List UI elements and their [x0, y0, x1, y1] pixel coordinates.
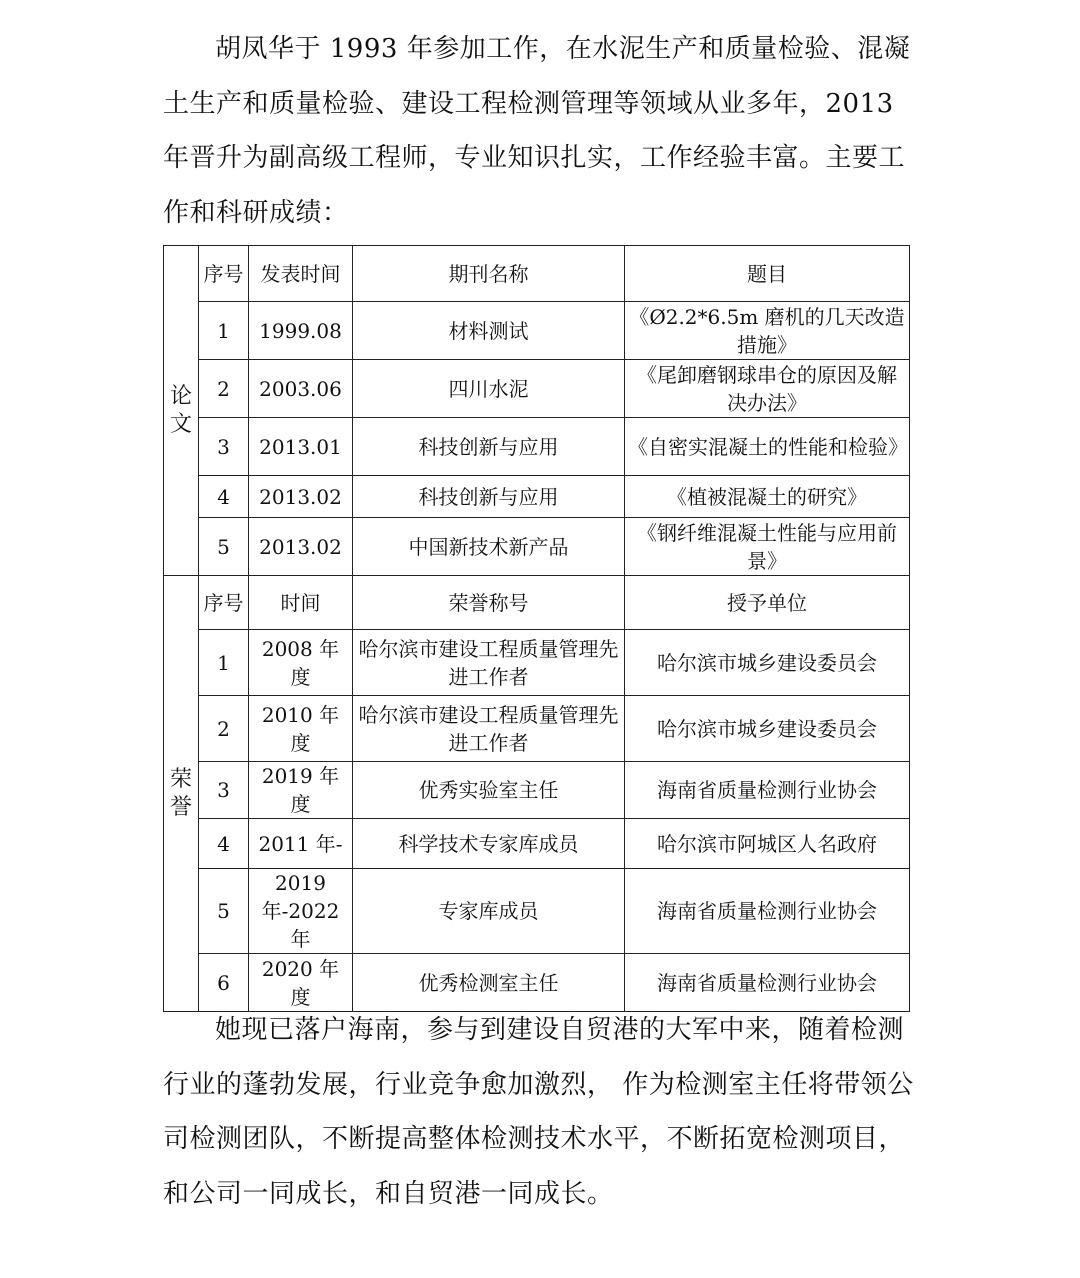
honor-issuer: 海南省质量检测行业协会: [625, 869, 910, 954]
header-journal: 期刊名称: [353, 246, 625, 302]
table-row: [164, 302, 910, 360]
paper-date: 1999.08: [249, 302, 353, 360]
honor-issuer: 哈尔滨市城乡建设委员会: [625, 696, 910, 762]
papers-section-label: 论 文: [164, 246, 199, 576]
paper-journal: 科技创新与应用: [353, 418, 625, 476]
table-row: [164, 869, 910, 954]
paper-title: 《自密实混凝土的性能和检验》: [625, 418, 910, 476]
honor-name: 优秀实验室主任: [353, 762, 625, 819]
intro-paragraph: 胡凤华于 1993 年参加工作，在水泥生产和质量检验、混凝土生产和质量检验、建设工程检测管理等领域从业多年，2013 年晋升为副高级工程师，专业知识扎实，工作经验丰富。主要工作和科研成绩：: [163, 34, 911, 228]
table-row: [164, 762, 910, 819]
header-honor-name: 荣誉称号: [353, 576, 625, 630]
header-title: 题目: [625, 246, 910, 302]
honor-name: 科学技术专家库成员: [353, 819, 625, 869]
honor-time: 2019 年度: [249, 762, 353, 819]
paper-title: 《钢纤维混凝土性能与应用前景》: [625, 518, 910, 576]
honor-index: 4: [199, 819, 249, 869]
papers-header-row: [164, 246, 910, 302]
honor-time: 2011 年-: [249, 819, 353, 869]
header-index: 序号: [199, 576, 249, 630]
table-row: [164, 476, 910, 518]
paper-index: 2: [199, 360, 249, 418]
paper-index: 3: [199, 418, 249, 476]
table-row: [164, 819, 910, 869]
honor-time: 2019 年-2022 年: [249, 869, 353, 954]
header-time: 时间: [249, 576, 353, 630]
table-row: [164, 518, 910, 576]
paper-date: 2013.02: [249, 476, 353, 518]
honor-time: 2020 年度: [249, 954, 353, 1012]
paper-index: 5: [199, 518, 249, 576]
honor-name: 专家库成员: [353, 869, 625, 954]
honors-header-row: [164, 576, 910, 630]
honor-issuer: 哈尔滨市阿城区人名政府: [625, 819, 910, 869]
honor-issuer: 海南省质量检测行业协会: [625, 954, 910, 1012]
paper-journal: 中国新技术新产品: [353, 518, 625, 576]
paper-title: 《尾卸磨钢球串仓的原因及解决办法》: [625, 360, 910, 418]
achievements-table: [163, 245, 910, 1012]
honor-name: 优秀检测室主任: [353, 954, 625, 1012]
table-row: [164, 630, 910, 696]
honor-name: 哈尔滨市建设工程质量管理先进工作者: [353, 696, 625, 762]
paper-title: 《植被混凝土的研究》: [625, 476, 910, 518]
honor-index: 2: [199, 696, 249, 762]
honor-name: 哈尔滨市建设工程质量管理先进工作者: [353, 630, 625, 696]
table-row: [164, 696, 910, 762]
honor-index: 3: [199, 762, 249, 819]
honor-index: 6: [199, 954, 249, 1012]
honor-time: 2010 年度: [249, 696, 353, 762]
paper-date: 2003.06: [249, 360, 353, 418]
closing-paragraph: 她现已落户海南，参与到建设自贸港的大军中来，随着检测行业的蓬勃发展，行业竞争愈加激烈， 作为检测室主任将带领公司检测团队，不断提高整体检测技术水平，不断拓宽检测项目，和公司一同成长，和自贸港一同成长。: [163, 1015, 914, 1209]
honor-index: 1: [199, 630, 249, 696]
paper-date: 2013.01: [249, 418, 353, 476]
paper-index: 4: [199, 476, 249, 518]
paper-journal: 材料测试: [353, 302, 625, 360]
honor-index: 5: [199, 869, 249, 954]
paper-date: 2013.02: [249, 518, 353, 576]
paper-title: 《Ø2.2*6.5m 磨机的几天改造措施》: [625, 302, 910, 360]
honor-time: 2008 年度: [249, 630, 353, 696]
header-index: 序号: [199, 246, 249, 302]
header-issuer: 授予单位: [625, 576, 910, 630]
honor-issuer: 海南省质量检测行业协会: [625, 762, 910, 819]
header-date: 发表时间: [249, 246, 353, 302]
table-row: [164, 360, 910, 418]
table-row: [164, 418, 910, 476]
paper-journal: 四川水泥: [353, 360, 625, 418]
paper-journal: 科技创新与应用: [353, 476, 625, 518]
paper-index: 1: [199, 302, 249, 360]
honor-issuer: 哈尔滨市城乡建设委员会: [625, 630, 910, 696]
honors-section-label: 荣 誉: [164, 576, 199, 1012]
